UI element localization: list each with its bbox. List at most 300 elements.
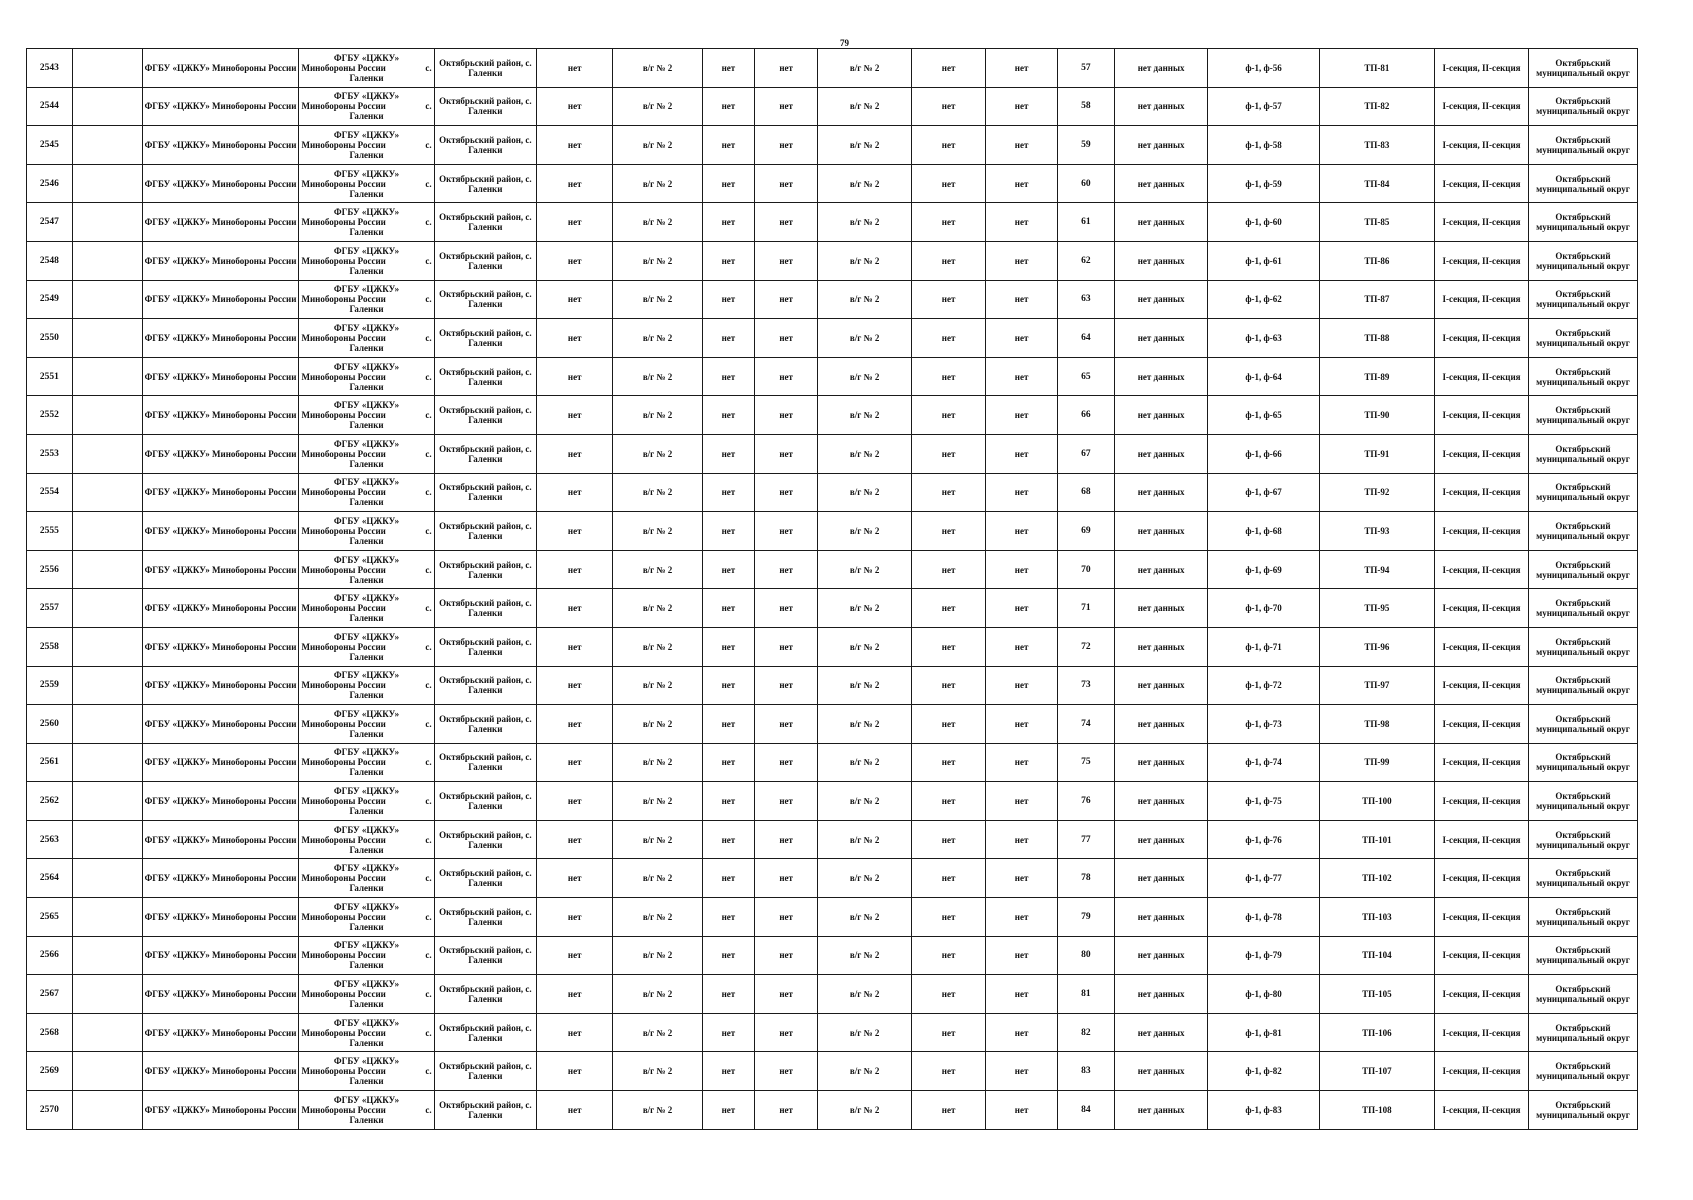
military-town-cell: в/г № 2	[818, 666, 912, 705]
holder-line-1: ФГБУ «ЦЖКУ»	[333, 863, 400, 874]
feeders-cell: ф-1, ф-59	[1208, 164, 1319, 203]
table-row	[27, 705, 1638, 744]
holder-line-3: Галенки	[349, 960, 384, 971]
value-cell: нет	[702, 203, 754, 242]
owner-cell: ФГБУ «ЦЖКУ» Минобороны России	[142, 589, 299, 628]
military-town-cell: в/г № 2	[613, 627, 702, 666]
holder-line-2	[301, 101, 431, 111]
owner-cell: ФГБУ «ЦЖКУ» Минобороны России	[142, 975, 299, 1014]
data-status-cell: нет данных	[1114, 1052, 1208, 1091]
holder-ministry: Минобороны России	[301, 641, 386, 652]
holder-line-3: Галенки	[349, 111, 384, 122]
holder-ministry: Минобороны России	[301, 139, 386, 150]
district-cell: Октябрьский муниципальный округ	[1528, 782, 1637, 821]
holder-cell	[299, 743, 434, 782]
sections-cell: I-секция, II-секция	[1435, 898, 1529, 937]
sections-cell: I-секция, II-секция	[1435, 743, 1529, 782]
holder-settlement-prefix: с.	[425, 603, 432, 614]
sequence-number: 81	[1058, 975, 1115, 1014]
holder-line-3: Галенки	[349, 806, 384, 817]
holder-cell	[299, 820, 434, 859]
table-row	[27, 126, 1638, 165]
military-town-cell: в/г № 2	[818, 126, 912, 165]
substation-cell: ТП-92	[1319, 473, 1435, 512]
value-cell: нет	[702, 126, 754, 165]
row-number: 2553	[27, 434, 73, 473]
address-cell: Октябрьский район, с. Галенки	[434, 859, 536, 898]
value-cell: нет	[986, 550, 1058, 589]
holder-settlement-prefix: с.	[425, 911, 432, 922]
holder-settlement-prefix: с.	[425, 332, 432, 343]
military-town-cell: в/г № 2	[818, 164, 912, 203]
data-status-cell: нет данных	[1114, 782, 1208, 821]
holder-line-2	[301, 603, 431, 613]
holder-cell	[299, 936, 434, 975]
table-row	[27, 164, 1638, 203]
substation-cell: ТП-89	[1319, 357, 1435, 396]
substation-cell: ТП-95	[1319, 589, 1435, 628]
holder-ministry: Минобороны России	[301, 410, 386, 421]
value-cell: нет	[537, 473, 613, 512]
value-cell: нет	[537, 589, 613, 628]
holder-line-3: Галенки	[349, 574, 384, 585]
table-row	[27, 782, 1638, 821]
military-town-cell: в/г № 2	[818, 1013, 912, 1052]
value-cell: нет	[702, 49, 754, 88]
table-row	[27, 241, 1638, 280]
value-cell: нет	[912, 589, 986, 628]
military-town-cell: в/г № 2	[613, 49, 702, 88]
holder-line-1: ФГБУ «ЦЖКУ»	[333, 400, 400, 411]
district-cell: Октябрьский муниципальный округ	[1528, 434, 1637, 473]
holder-ministry: Минобороны России	[301, 255, 386, 266]
holder-line-3: Галенки	[349, 883, 384, 894]
row-number: 2568	[27, 1013, 73, 1052]
holder-line-1: ФГБУ «ЦЖКУ»	[333, 1094, 400, 1105]
military-town-cell: в/г № 2	[818, 512, 912, 551]
military-town-cell: в/г № 2	[613, 550, 702, 589]
district-cell: Октябрьский муниципальный округ	[1528, 1013, 1637, 1052]
military-town-cell: в/г № 2	[613, 975, 702, 1014]
military-town-cell: в/г № 2	[613, 898, 702, 937]
holder-settlement-prefix: с.	[425, 255, 432, 266]
military-town-cell: в/г № 2	[818, 550, 912, 589]
sections-cell: I-секция, II-секция	[1435, 666, 1529, 705]
data-status-cell: нет данных	[1114, 627, 1208, 666]
row-number: 2546	[27, 164, 73, 203]
value-cell: нет	[912, 936, 986, 975]
value-cell: нет	[755, 782, 818, 821]
row-number: 2564	[27, 859, 73, 898]
owner-cell: ФГБУ «ЦЖКУ» Минобороны России	[142, 666, 299, 705]
address-cell: Октябрьский район, с. Галенки	[434, 319, 536, 358]
sequence-number: 68	[1058, 473, 1115, 512]
data-status-cell: нет данных	[1114, 859, 1208, 898]
holder-line-2	[301, 989, 431, 999]
value-cell: нет	[986, 859, 1058, 898]
address-cell: Октябрьский район, с. Галенки	[434, 936, 536, 975]
holder-settlement-prefix: с.	[425, 217, 432, 228]
value-cell: нет	[912, 1052, 986, 1091]
empty-cell	[72, 898, 142, 937]
value-cell: нет	[702, 1091, 754, 1130]
table-row	[27, 589, 1638, 628]
empty-cell	[72, 627, 142, 666]
value-cell: нет	[537, 357, 613, 396]
value-cell: нет	[755, 859, 818, 898]
military-town-cell: в/г № 2	[613, 203, 702, 242]
value-cell: нет	[755, 975, 818, 1014]
military-town-cell: в/г № 2	[818, 319, 912, 358]
owner-cell: ФГБУ «ЦЖКУ» Минобороны России	[142, 550, 299, 589]
substation-cell: ТП-94	[1319, 550, 1435, 589]
value-cell: нет	[537, 1091, 613, 1130]
feeders-cell: ф-1, ф-57	[1208, 87, 1319, 126]
empty-cell	[72, 1091, 142, 1130]
data-status-cell: нет данных	[1114, 589, 1208, 628]
military-town-cell: в/г № 2	[613, 743, 702, 782]
empty-cell	[72, 473, 142, 512]
district-cell: Октябрьский муниципальный округ	[1528, 280, 1637, 319]
sections-cell: I-секция, II-секция	[1435, 627, 1529, 666]
holder-cell	[299, 859, 434, 898]
sequence-number: 64	[1058, 319, 1115, 358]
military-town-cell: в/г № 2	[818, 898, 912, 937]
sections-cell: I-секция, II-секция	[1435, 396, 1529, 435]
district-cell: Октябрьский муниципальный округ	[1528, 319, 1637, 358]
holder-settlement-prefix: с.	[425, 641, 432, 652]
feeders-cell: ф-1, ф-62	[1208, 280, 1319, 319]
holder-cell	[299, 1052, 434, 1091]
holder-line-1: ФГБУ «ЦЖКУ»	[333, 438, 400, 449]
value-cell: нет	[537, 126, 613, 165]
value-cell: нет	[986, 512, 1058, 551]
district-cell: Октябрьский муниципальный округ	[1528, 936, 1637, 975]
holder-line-2	[301, 873, 431, 883]
substation-cell: ТП-101	[1319, 820, 1435, 859]
feeders-cell: ф-1, ф-74	[1208, 743, 1319, 782]
military-town-cell: в/г № 2	[818, 820, 912, 859]
value-cell: нет	[755, 1013, 818, 1052]
holder-line-1: ФГБУ «ЦЖКУ»	[333, 940, 400, 951]
military-town-cell: в/г № 2	[818, 627, 912, 666]
substation-cell: ТП-97	[1319, 666, 1435, 705]
empty-cell	[72, 550, 142, 589]
sections-cell: I-секция, II-секция	[1435, 512, 1529, 551]
holder-cell	[299, 782, 434, 821]
data-status-cell: нет данных	[1114, 705, 1208, 744]
data-status-cell: нет данных	[1114, 434, 1208, 473]
holder-ministry: Минобороны России	[301, 950, 386, 961]
substation-cell: ТП-104	[1319, 936, 1435, 975]
substation-cell: ТП-91	[1319, 434, 1435, 473]
empty-cell	[72, 203, 142, 242]
value-cell: нет	[702, 705, 754, 744]
holder-line-1: ФГБУ «ЦЖКУ»	[333, 129, 400, 140]
feeders-cell: ф-1, ф-70	[1208, 589, 1319, 628]
military-town-cell: в/г № 2	[613, 357, 702, 396]
military-town-cell: в/г № 2	[818, 859, 912, 898]
value-cell: нет	[702, 396, 754, 435]
military-town-cell: в/г № 2	[613, 666, 702, 705]
holder-settlement-prefix: с.	[425, 718, 432, 729]
sections-cell: I-секция, II-секция	[1435, 87, 1529, 126]
holder-line-3: Галенки	[349, 613, 384, 624]
district-cell: Октябрьский муниципальный округ	[1528, 1091, 1637, 1130]
holder-line-3: Галенки	[349, 381, 384, 392]
holder-line-2	[301, 140, 431, 150]
address-cell: Октябрьский район, с. Галенки	[434, 705, 536, 744]
holder-line-3: Галенки	[349, 728, 384, 739]
value-cell: нет	[912, 434, 986, 473]
row-number: 2550	[27, 319, 73, 358]
holder-cell	[299, 87, 434, 126]
substation-cell: ТП-96	[1319, 627, 1435, 666]
owner-cell: ФГБУ «ЦЖКУ» Минобороны России	[142, 357, 299, 396]
holder-cell	[299, 49, 434, 88]
military-town-cell: в/г № 2	[613, 782, 702, 821]
empty-cell	[72, 666, 142, 705]
row-number: 2551	[27, 357, 73, 396]
holder-settlement-prefix: с.	[425, 525, 432, 536]
holder-line-1: ФГБУ «ЦЖКУ»	[333, 1056, 400, 1067]
address-cell: Октябрьский район, с. Галенки	[434, 87, 536, 126]
holder-settlement-prefix: с.	[425, 1066, 432, 1077]
address-cell: Октябрьский район, с. Галенки	[434, 203, 536, 242]
sections-cell: I-секция, II-секция	[1435, 705, 1529, 744]
holder-ministry: Минобороны России	[301, 1027, 386, 1038]
substation-cell: ТП-84	[1319, 164, 1435, 203]
data-status-cell: нет данных	[1114, 203, 1208, 242]
holder-ministry: Минобороны России	[301, 564, 386, 575]
feeders-cell: ф-1, ф-81	[1208, 1013, 1319, 1052]
empty-cell	[72, 357, 142, 396]
substation-cell: ТП-100	[1319, 782, 1435, 821]
holder-line-3: Галенки	[349, 149, 384, 160]
address-cell: Октябрьский район, с. Галенки	[434, 666, 536, 705]
holder-line-3: Галенки	[349, 1037, 384, 1048]
data-status-cell: нет данных	[1114, 975, 1208, 1014]
value-cell: нет	[702, 627, 754, 666]
substation-cell: ТП-88	[1319, 319, 1435, 358]
owner-cell: ФГБУ «ЦЖКУ» Минобороны России	[142, 87, 299, 126]
sequence-number: 79	[1058, 898, 1115, 937]
table-row	[27, 87, 1638, 126]
substation-cell: ТП-103	[1319, 898, 1435, 937]
feeders-cell: ф-1, ф-82	[1208, 1052, 1319, 1091]
owner-cell: ФГБУ «ЦЖКУ» Минобороны России	[142, 1091, 299, 1130]
sections-cell: I-секция, II-секция	[1435, 164, 1529, 203]
district-cell: Октябрьский муниципальный округ	[1528, 975, 1637, 1014]
military-town-cell: в/г № 2	[613, 705, 702, 744]
value-cell: нет	[702, 936, 754, 975]
sections-cell: I-секция, II-секция	[1435, 589, 1529, 628]
value-cell: нет	[755, 126, 818, 165]
holder-line-1: ФГБУ «ЦЖКУ»	[333, 631, 400, 642]
address-cell: Октябрьский район, с. Галенки	[434, 473, 536, 512]
district-cell: Октябрьский муниципальный округ	[1528, 87, 1637, 126]
district-cell: Октябрьский муниципальный округ	[1528, 473, 1637, 512]
sequence-number: 75	[1058, 743, 1115, 782]
military-town-cell: в/г № 2	[818, 203, 912, 242]
value-cell: нет	[755, 203, 818, 242]
value-cell: нет	[912, 975, 986, 1014]
value-cell: нет	[755, 473, 818, 512]
district-cell: Октябрьский муниципальный округ	[1528, 357, 1637, 396]
table-row	[27, 550, 1638, 589]
substation-cell: ТП-106	[1319, 1013, 1435, 1052]
value-cell: нет	[702, 820, 754, 859]
holder-cell	[299, 434, 434, 473]
holder-ministry: Минобороны России	[301, 603, 386, 614]
table-row	[27, 898, 1638, 937]
sections-cell: I-секция, II-секция	[1435, 550, 1529, 589]
value-cell: нет	[755, 512, 818, 551]
value-cell: нет	[755, 1052, 818, 1091]
value-cell: нет	[986, 434, 1058, 473]
holder-line-3: Галенки	[349, 651, 384, 662]
value-cell: нет	[986, 1091, 1058, 1130]
holder-ministry: Минобороны России	[301, 217, 386, 228]
empty-cell	[72, 1013, 142, 1052]
feeders-cell: ф-1, ф-58	[1208, 126, 1319, 165]
row-number: 2557	[27, 589, 73, 628]
address-cell: Октябрьский район, с. Галенки	[434, 280, 536, 319]
value-cell: нет	[537, 898, 613, 937]
holder-ministry: Минобороны России	[301, 332, 386, 343]
sequence-number: 78	[1058, 859, 1115, 898]
owner-cell: ФГБУ «ЦЖКУ» Минобороны России	[142, 319, 299, 358]
empty-cell	[72, 241, 142, 280]
holder-line-1: ФГБУ «ЦЖКУ»	[333, 52, 400, 63]
value-cell: нет	[912, 550, 986, 589]
holder-cell	[299, 319, 434, 358]
value-cell: нет	[702, 1013, 754, 1052]
sections-cell: I-секция, II-секция	[1435, 859, 1529, 898]
value-cell: нет	[986, 627, 1058, 666]
sequence-number: 59	[1058, 126, 1115, 165]
registry-table	[26, 48, 1638, 1130]
value-cell: нет	[986, 975, 1058, 1014]
empty-cell	[72, 1052, 142, 1091]
holder-ministry: Минобороны России	[301, 448, 386, 459]
value-cell: нет	[702, 589, 754, 628]
sections-cell: I-секция, II-секция	[1435, 820, 1529, 859]
owner-cell: ФГБУ «ЦЖКУ» Минобороны России	[142, 820, 299, 859]
value-cell: нет	[537, 936, 613, 975]
military-town-cell: в/г № 2	[818, 87, 912, 126]
value-cell: нет	[702, 898, 754, 937]
feeders-cell: ф-1, ф-64	[1208, 357, 1319, 396]
value-cell: нет	[537, 1052, 613, 1091]
row-number: 2543	[27, 49, 73, 88]
empty-cell	[72, 859, 142, 898]
value-cell: нет	[702, 743, 754, 782]
empty-cell	[72, 49, 142, 88]
address-cell: Октябрьский район, с. Галенки	[434, 512, 536, 551]
holder-line-1: ФГБУ «ЦЖКУ»	[333, 593, 400, 604]
value-cell: нет	[912, 666, 986, 705]
holder-line-3: Галенки	[349, 342, 384, 353]
value-cell: нет	[537, 743, 613, 782]
value-cell: нет	[702, 319, 754, 358]
value-cell: нет	[912, 357, 986, 396]
row-number: 2552	[27, 396, 73, 435]
holder-cell	[299, 666, 434, 705]
value-cell: нет	[755, 280, 818, 319]
value-cell: нет	[537, 975, 613, 1014]
military-town-cell: в/г № 2	[613, 936, 702, 975]
page-number: 79	[840, 38, 849, 48]
sequence-number: 69	[1058, 512, 1115, 551]
value-cell: нет	[755, 1091, 818, 1130]
substation-cell: ТП-102	[1319, 859, 1435, 898]
substation-cell: ТП-87	[1319, 280, 1435, 319]
empty-cell	[72, 782, 142, 821]
holder-line-3: Галенки	[349, 497, 384, 508]
military-town-cell: в/г № 2	[818, 473, 912, 512]
holder-cell	[299, 705, 434, 744]
value-cell: нет	[755, 434, 818, 473]
sections-cell: I-секция, II-секция	[1435, 280, 1529, 319]
value-cell: нет	[986, 49, 1058, 88]
empty-cell	[72, 705, 142, 744]
row-number: 2569	[27, 1052, 73, 1091]
empty-cell	[72, 975, 142, 1014]
holder-line-2	[301, 1028, 431, 1038]
holder-cell	[299, 396, 434, 435]
substation-cell: ТП-85	[1319, 203, 1435, 242]
value-cell: нет	[702, 241, 754, 280]
military-town-cell: в/г № 2	[613, 319, 702, 358]
holder-line-1: ФГБУ «ЦЖКУ»	[333, 245, 400, 256]
sequence-number: 61	[1058, 203, 1115, 242]
holder-line-2	[301, 950, 431, 960]
value-cell: нет	[986, 203, 1058, 242]
holder-line-2	[301, 1066, 431, 1076]
data-status-cell: нет данных	[1114, 666, 1208, 705]
row-number: 2548	[27, 241, 73, 280]
empty-cell	[72, 743, 142, 782]
address-cell: Октябрьский район, с. Галенки	[434, 357, 536, 396]
value-cell: нет	[755, 820, 818, 859]
holder-settlement-prefix: с.	[425, 1027, 432, 1038]
data-status-cell: нет данных	[1114, 1091, 1208, 1130]
military-town-cell: в/г № 2	[613, 859, 702, 898]
substation-cell: ТП-93	[1319, 512, 1435, 551]
row-number: 2556	[27, 550, 73, 589]
value-cell: нет	[702, 434, 754, 473]
row-number: 2555	[27, 512, 73, 551]
holder-line-1: ФГБУ «ЦЖКУ»	[333, 786, 400, 797]
feeders-cell: ф-1, ф-68	[1208, 512, 1319, 551]
military-town-cell: в/г № 2	[613, 1052, 702, 1091]
holder-line-3: Галенки	[349, 72, 384, 83]
substation-cell: ТП-98	[1319, 705, 1435, 744]
holder-line-3: Галенки	[349, 767, 384, 778]
empty-cell	[72, 589, 142, 628]
value-cell: нет	[755, 898, 818, 937]
row-number: 2549	[27, 280, 73, 319]
holder-ministry: Минобороны России	[301, 1104, 386, 1115]
value-cell: нет	[912, 87, 986, 126]
holder-line-2	[301, 1105, 431, 1115]
sequence-number: 72	[1058, 627, 1115, 666]
holder-line-2	[301, 680, 431, 690]
holder-line-3: Галенки	[349, 265, 384, 276]
district-cell: Октябрьский муниципальный округ	[1528, 589, 1637, 628]
feeders-cell: ф-1, ф-79	[1208, 936, 1319, 975]
